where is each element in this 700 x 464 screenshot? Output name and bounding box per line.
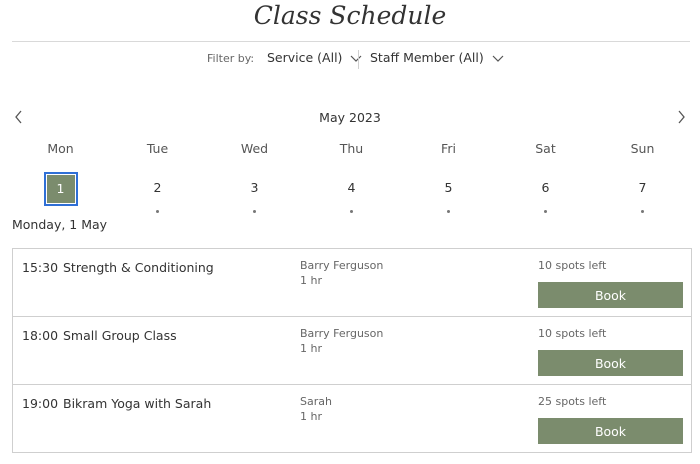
- day-tue: [109, 140, 206, 207]
- session-time: 15:30: [22, 260, 59, 275]
- day-name: Fri: [441, 141, 456, 156]
- session-row: [13, 317, 691, 385]
- has-classes-dot: [641, 210, 644, 213]
- day-fri: [400, 140, 497, 207]
- has-classes-dot: [253, 210, 256, 213]
- filter-divider: [358, 50, 359, 69]
- has-classes-dot: [544, 210, 547, 213]
- session-duration: 1 hr: [300, 342, 322, 355]
- session-time: 19:00: [22, 396, 59, 411]
- session-staff: Barry Ferguson: [300, 327, 384, 340]
- session-row: [13, 249, 691, 317]
- book-button[interactable]: Book: [538, 418, 683, 444]
- session-staff: Sarah: [300, 395, 332, 408]
- service-filter-dropdown[interactable]: [267, 50, 362, 66]
- session-spots: 25 spots left: [538, 395, 607, 408]
- chevron-down-icon: [492, 51, 504, 66]
- has-classes-dot: [447, 210, 450, 213]
- session-duration: 1 hr: [300, 410, 322, 423]
- day-number[interactable]: 5: [444, 180, 453, 195]
- day-number[interactable]: 6: [541, 180, 550, 195]
- day-number[interactable]: 7: [638, 180, 647, 195]
- chevron-right-icon[interactable]: [676, 109, 686, 128]
- session-staff: Barry Ferguson: [300, 259, 384, 272]
- has-classes-dot: [156, 210, 159, 213]
- session-spots: 10 spots left: [538, 259, 607, 272]
- session-list: [12, 248, 692, 453]
- session-name: Small Group Class: [63, 328, 177, 343]
- selected-date-heading: Monday, 1 May: [12, 217, 108, 232]
- title-divider: [12, 41, 690, 42]
- filter-bar: [0, 50, 700, 70]
- page-title: Class Schedule: [253, 1, 447, 30]
- day-name: Tue: [146, 141, 169, 156]
- chevron-down-icon: [350, 51, 362, 66]
- book-button[interactable]: Book: [538, 282, 683, 308]
- day-wed: [206, 140, 303, 207]
- filter-label: Filter by:: [207, 52, 255, 65]
- day-name: Mon: [47, 141, 74, 156]
- session-spots: 10 spots left: [538, 327, 607, 340]
- day-sat: [497, 140, 594, 207]
- has-classes-dot: [350, 210, 353, 213]
- week-strip: [12, 140, 691, 207]
- month-label: May 2023: [319, 110, 381, 125]
- session-name: Bikram Yoga with Sarah: [63, 396, 212, 411]
- day-number[interactable]: 2: [153, 180, 162, 195]
- session-duration: 1 hr: [300, 274, 322, 287]
- day-number[interactable]: 3: [250, 180, 259, 195]
- book-button[interactable]: Book: [538, 350, 683, 376]
- staff-filter-value: Staff Member (All): [370, 50, 484, 65]
- day-mon: [12, 140, 109, 207]
- day-thu: [303, 140, 400, 207]
- day-name: Wed: [240, 141, 269, 156]
- session-time: 18:00: [22, 328, 59, 343]
- day-number-selected[interactable]: 1: [47, 175, 75, 203]
- day-name: Thu: [339, 141, 364, 156]
- day-name: Sun: [630, 141, 655, 156]
- day-name: Sat: [535, 141, 556, 156]
- day-number[interactable]: 4: [347, 180, 356, 195]
- day-sun: [594, 140, 691, 207]
- session-row: [13, 385, 691, 453]
- staff-filter-dropdown[interactable]: [370, 50, 504, 66]
- month-navigation: [0, 108, 700, 128]
- service-filter-value: Service (All): [267, 50, 343, 65]
- session-name: Strength & Conditioning: [63, 260, 214, 275]
